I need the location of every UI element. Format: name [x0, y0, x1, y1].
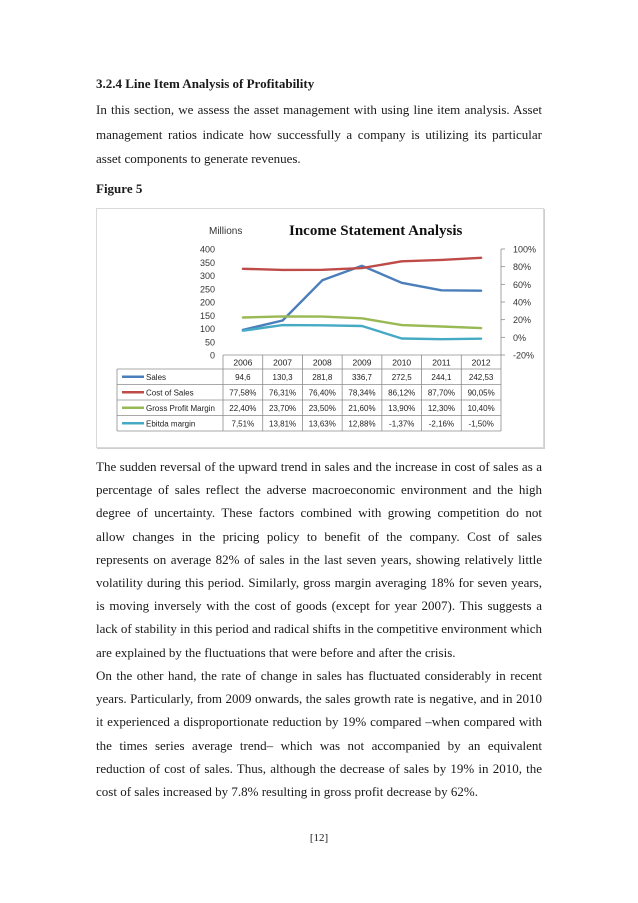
table-cell-value: 130,3: [272, 372, 293, 382]
right-tick-label: 80%: [513, 262, 532, 273]
income-statement-chart: [96, 208, 544, 448]
table-cell-value: 272,5: [391, 372, 412, 382]
table-cell-value: -2,16%: [428, 419, 455, 429]
table-cell-value: 76,40%: [308, 388, 336, 398]
table-cell-value: 13,90%: [388, 403, 416, 413]
legend-label: Gross Profit Margin: [146, 403, 215, 413]
left-tick-label: 100: [199, 324, 215, 334]
legend-label: Ebitda margin: [146, 419, 196, 429]
table-cell-value: 77,58%: [229, 388, 257, 398]
left-tick-label: 250: [199, 284, 215, 295]
left-tick-label: 0: [209, 350, 215, 361]
analysis-paragraph-2: On the other hand, the rate of change in sales has fluctuated considerably in recent years. Particularly, from 2009 onwards, the sales growth rate is negative, and in 2010 it experienced a disproportionate reduction by 19% compared –when compared with the times series average trend– which was not accompanied by an equivalent reduction of cost of sales. Thus, although the decrease of sales by 19% in 2010, the cost of sales increased by 7.8% resulting in gross profit decrease by 62%.: [96, 668, 542, 800]
table-cell-value: 78,34%: [348, 388, 376, 398]
table-cell-value: 281,8: [312, 372, 333, 382]
x-category-label: 2008: [312, 357, 332, 368]
table-cell-value: 94,6: [235, 372, 251, 382]
x-category-label: 2009: [352, 357, 372, 368]
intro-paragraph: In this section, we assess the asset management with using line item analysis. Asset management ratios indicate how successfully a company is utilizing its particular asset components to generate revenues.: [96, 102, 542, 166]
table-cell-value: 336,7: [351, 372, 373, 382]
table-cell-value: 13,81%: [269, 419, 297, 429]
left-tick-label: 150: [199, 310, 215, 321]
series-line-sales: [243, 266, 481, 330]
x-category-label: 2007: [273, 357, 293, 368]
right-tick-label: 60%: [513, 279, 532, 290]
table-cell-value: 244,1: [431, 372, 452, 382]
legend-label: Cost of Sales: [146, 388, 194, 398]
right-tick-label: 40%: [513, 297, 532, 308]
analysis-paragraph-1: The sudden reversal of the upward trend in sales and the increase in cost of sales as a percentage of sales reflect the adverse macroeconomic environment and the high degree of uncertainty. These factors combined with growing competition do not allow changes in the pricing policy to benefit of the company. Cost of sales represents on average 82% of sales in the last seven years, showing relatively little volatility during this period. Similarly, gross margin averaging 18% for seven years, is moving inversely with the cost of goods (except for year 2007). This suggests a lack of stability in this period and radical shifts in the competitive environment which are explained by the fluctuations that were before and after the crisis.: [96, 459, 542, 660]
table-cell-value: 242,53: [468, 372, 494, 382]
left-tick-label: 400: [199, 244, 215, 255]
chart-title: Income Statement Analysis: [289, 223, 463, 239]
table-cell-value: 7,51%: [231, 419, 255, 429]
table-cell-value: -1,37%: [389, 419, 415, 429]
table-cell-value: -1,50%: [468, 419, 494, 429]
table-cell-value: 12,88%: [348, 419, 376, 429]
table-cell-value: 23,50%: [308, 403, 336, 413]
series-line-cost-of-sales: [243, 258, 481, 270]
table-cell-value: 87,70%: [427, 388, 455, 398]
x-category-label: 2011: [432, 357, 451, 368]
table-cell-value: 90,05%: [467, 388, 495, 398]
right-tick-label: 100%: [513, 244, 537, 255]
table-cell-value: 12,30%: [427, 403, 455, 413]
table-cell-value: 86,12%: [388, 388, 416, 398]
chart-canvas: [97, 209, 543, 447]
x-category-label: 2012: [471, 357, 491, 368]
table-cell-value: 13,63%: [308, 419, 336, 429]
x-category-label: 2010: [392, 357, 412, 368]
left-tick-label: 350: [199, 257, 215, 268]
table-cell-value: 21,60%: [348, 403, 376, 413]
left-axis-unit-label: Millions: [209, 226, 243, 237]
page-number: [12]: [309, 832, 329, 844]
legend-label: Sales: [146, 372, 167, 382]
left-tick-label: 50: [204, 337, 215, 348]
section-heading: 3.2.4 Line Item Analysis of Profitability: [96, 76, 315, 91]
right-tick-label: -20%: [513, 350, 535, 361]
right-tick-label: 20%: [513, 315, 532, 326]
table-cell-value: 76,31%: [269, 388, 297, 398]
right-tick-label: 0%: [513, 332, 527, 343]
table-cell-value: 10,40%: [467, 403, 495, 413]
table-cell-value: 23,70%: [269, 403, 297, 413]
left-tick-label: 300: [199, 271, 215, 281]
figure-label: Figure 5: [96, 181, 143, 196]
left-tick-label: 200: [199, 297, 215, 308]
x-category-label: 2006: [233, 357, 253, 368]
table-cell-value: 22,40%: [229, 403, 257, 413]
